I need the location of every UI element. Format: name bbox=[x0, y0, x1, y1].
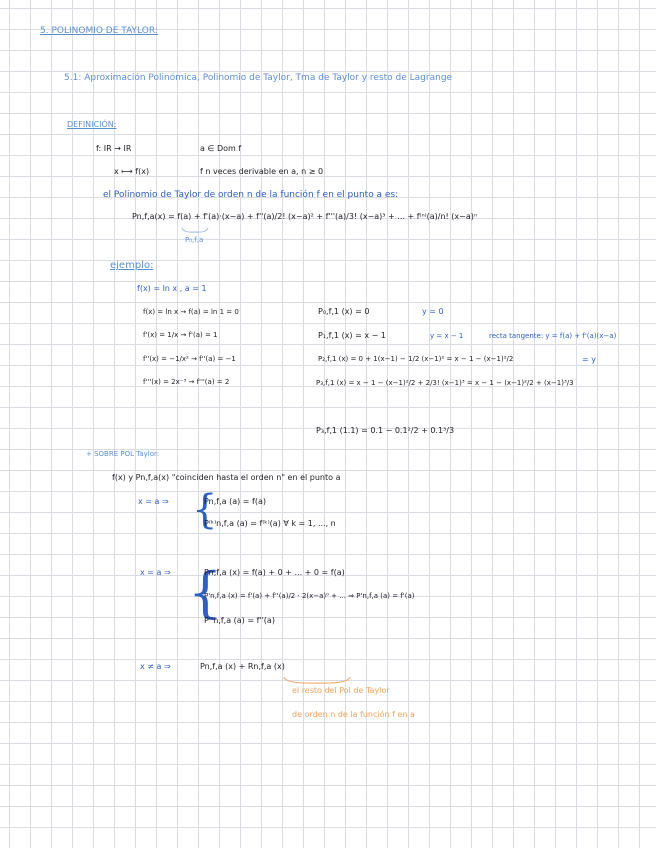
case-3-label: x ≠ a ⇒ bbox=[140, 662, 171, 671]
side-note-1: y = x − 1 bbox=[430, 332, 464, 340]
tangent-note: recta tangente: y = f(a) + f'(a)(x−a) bbox=[489, 332, 617, 340]
case-2-label: x = a ⇒ bbox=[140, 568, 171, 577]
case-3-expression: Pn,f,a (x) + Rn,f,a (x) bbox=[200, 662, 285, 671]
formula-note: P₀,f,a bbox=[185, 236, 204, 244]
formula-note-underbrace bbox=[180, 226, 210, 236]
derivative-1: f'(x) = 1/x → f'(a) = 1 bbox=[143, 331, 218, 339]
taylor-formula: Pn,f,a(x) = f(a) + f'(a)·(x−a) + f''(a)/2! (x−a)² + f'''(a)/3! (x−a)³ + ... + f⁽ⁿ⁾(a)/n! (x−a)ⁿ bbox=[132, 212, 478, 221]
side-note-0: y = 0 bbox=[422, 307, 444, 316]
remainder-note-1: el resto del Pol de Taylor bbox=[292, 686, 390, 695]
taylor-polynomial-2: P₂,f,1 (x) = 0 + 1(x−1) − 1/2 (x−1)² = x − 1 − (x−1)²/2 bbox=[318, 355, 514, 363]
case-2-line-2: P''n,f,a (a) = f''(a) bbox=[204, 616, 275, 625]
case-1-line-1: P⁽ᵏ⁾n,f,a (a) = f⁽ᵏ⁾(a) ∀ k = 1, ..., n bbox=[204, 519, 336, 528]
coincide-statement: f(x) y Pn,f,a(x) "coinciden hasta el orden n" en el punto a bbox=[112, 473, 341, 482]
map-line-1: f: IR → IR bbox=[96, 144, 132, 153]
map-condition-1: a ∈ Dom f bbox=[200, 144, 242, 153]
side-note-2: = y bbox=[582, 355, 596, 364]
map-line-2: x ⟼ f(x) bbox=[114, 167, 150, 176]
definition-statement: el Polinomio de Taylor de orden n de la función f en el punto a es: bbox=[103, 190, 399, 200]
case-1-label: x = a ⇒ bbox=[138, 497, 169, 506]
example-function: f(x) = ln x , a = 1 bbox=[137, 284, 207, 293]
definition-heading: DEFINICIÓN: bbox=[67, 120, 117, 129]
section-subtitle: 5.1: Aproximación Polinómica, Polinomio de Taylor, Tma de Taylor y resto de Lagrange bbox=[64, 73, 453, 83]
taylor-polynomial-0: P₀,f,1 (x) = 0 bbox=[318, 307, 370, 316]
about-heading: + SOBRE POL Taylor: bbox=[86, 450, 160, 458]
case-2-line-0: Pn,f,a (x) = f(a) + 0 + ... + 0 = f(a) bbox=[204, 568, 345, 577]
taylor-polynomial-1: P₁,f,1 (x) = x − 1 bbox=[318, 331, 386, 340]
taylor-evaluation: P₃,f,1 (1.1) = 0.1 − 0.1²/2 + 0.1³/3 bbox=[316, 426, 455, 435]
case-2-brace: { bbox=[188, 561, 223, 624]
map-condition-2: f n veces derivable en a, n ≥ 0 bbox=[200, 167, 324, 176]
derivative-0: f(x) = ln x → f(a) = ln 1 = 0 bbox=[143, 308, 239, 316]
remainder-note-2: de orden n de la función f en a bbox=[292, 710, 415, 719]
derivative-3: f'''(x) = 2x⁻³ → f'''(a) = 2 bbox=[143, 378, 230, 386]
case-1-brace: { bbox=[192, 487, 218, 533]
case-2-line-1: P'n,f,a (x) = f'(a) + f''(a)/2 · 2(x−a)⁰ + ... ⇒ P'n,f,a (a) = f'(a) bbox=[204, 592, 415, 600]
derivative-2: f''(x) = −1/x² → f''(a) = −1 bbox=[143, 355, 236, 363]
section-title: 5. POLINOMIO DE TAYLOR: bbox=[40, 26, 158, 36]
taylor-polynomial-3: P₃,f,1 (x) = x − 1 − (x−1)²/2 + 2/3! (x−1)³ = x − 1 − (x−1)²/2 + (x−1)³/3 bbox=[316, 379, 574, 387]
case-1-line-0: Pn,f,a (a) = f(a) bbox=[204, 497, 266, 506]
example-heading: ejemplo: bbox=[110, 260, 154, 271]
